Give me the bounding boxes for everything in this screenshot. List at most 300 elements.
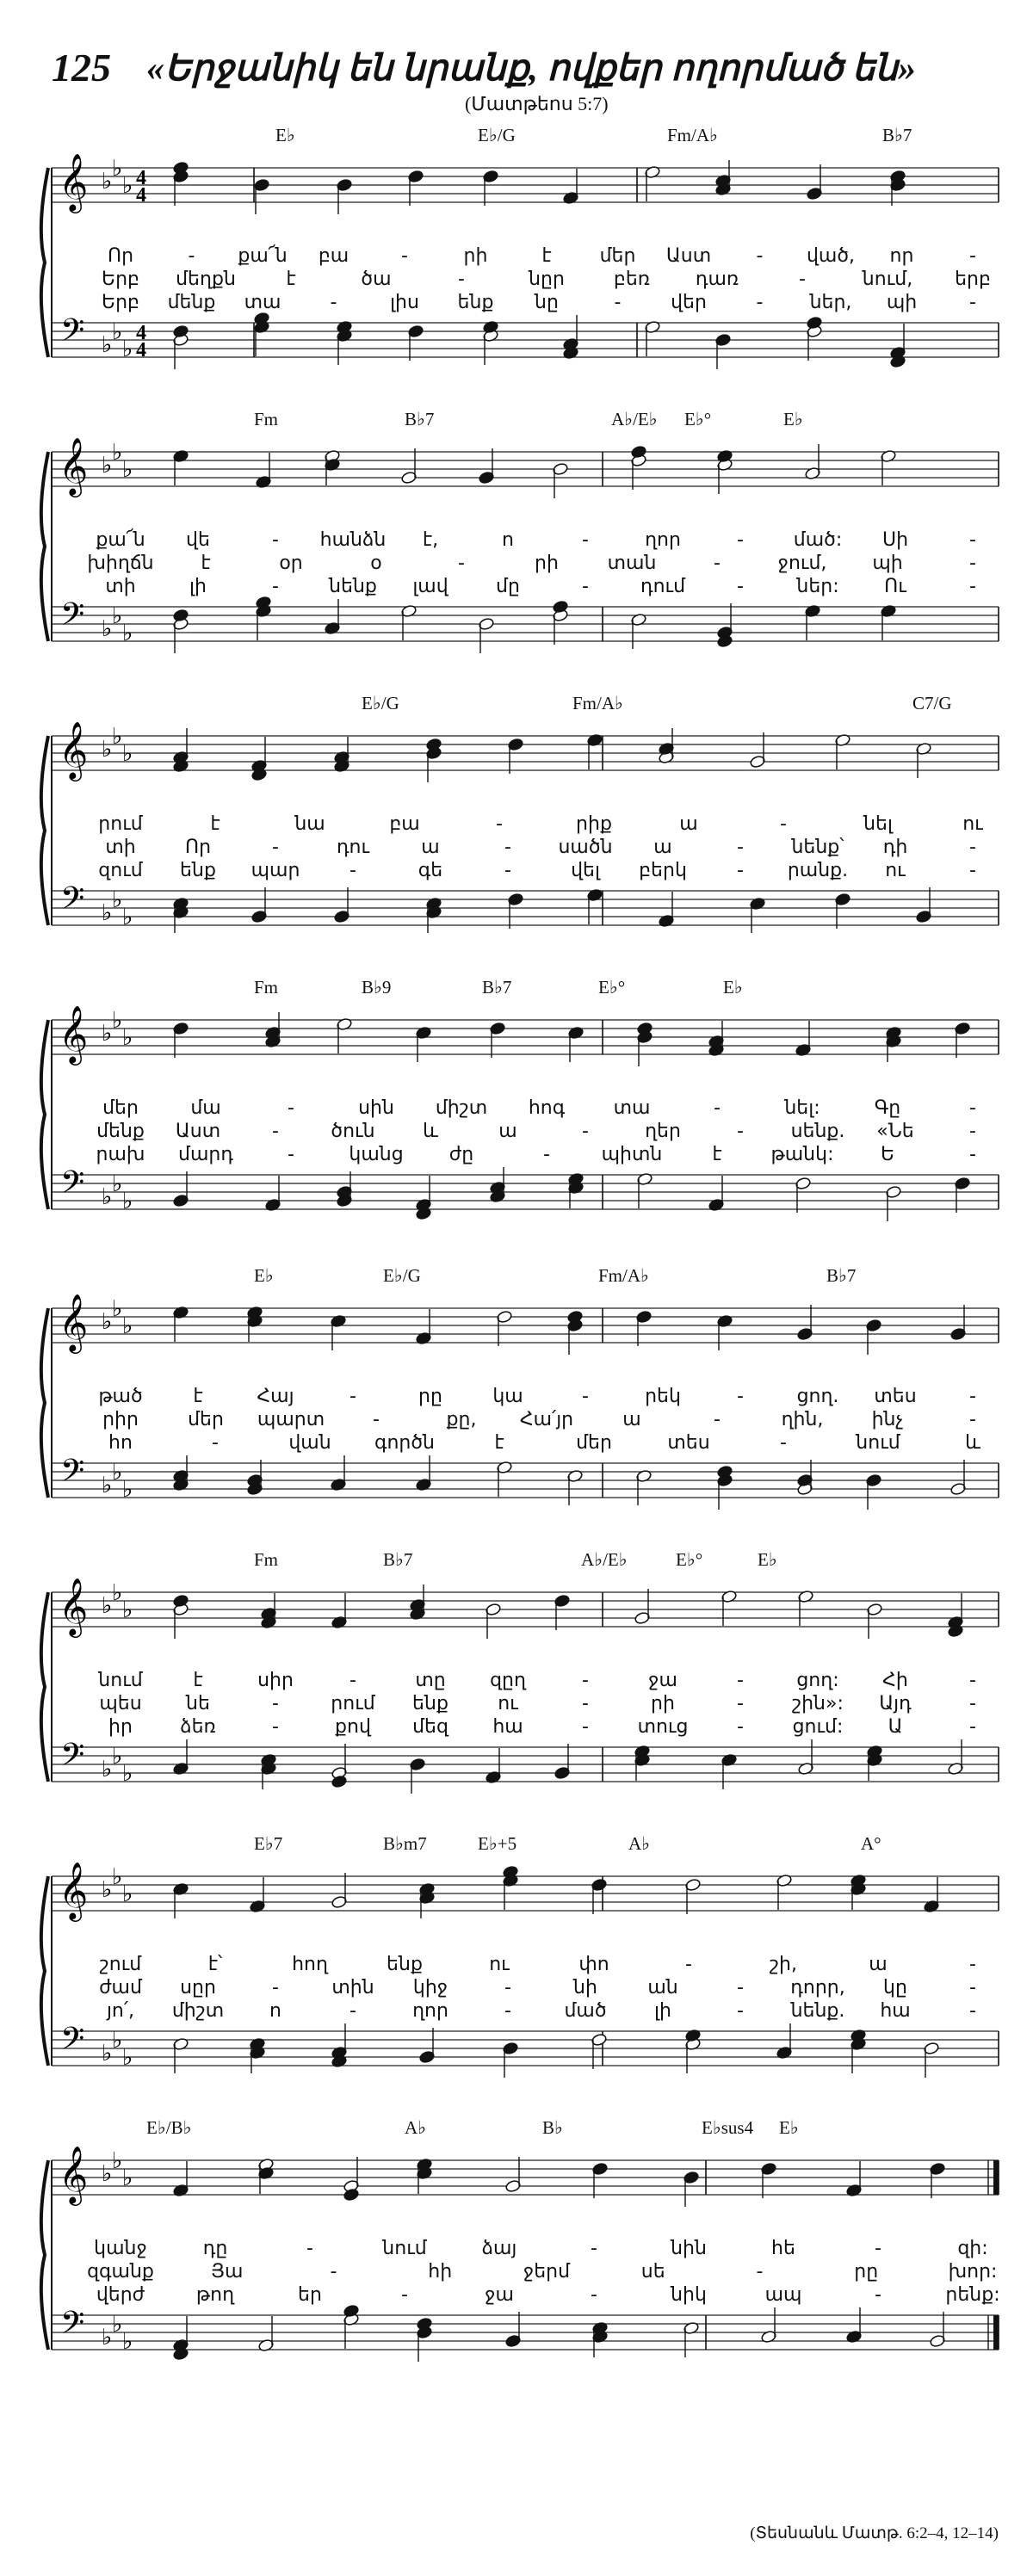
bass-clef-icon: 𝄢: [60, 596, 85, 640]
lyric-syllable: ու: [489, 1954, 510, 1975]
lyric-syllable: թանկ:: [770, 1144, 834, 1165]
key-signature-flat-icon: ♭: [122, 1761, 133, 1787]
lyric-syllable: լի: [654, 2000, 671, 2022]
key-signature-flat-icon: ♭: [112, 887, 123, 913]
syllable-hyphen: -: [737, 1716, 744, 1738]
lyric-syllable: գործն: [374, 1432, 435, 1454]
chord-symbol: E♭: [779, 2117, 799, 2138]
treble-clef-icon: 𝄞: [59, 1577, 89, 1635]
key-signature-flat-icon: ♭: [102, 616, 113, 642]
key-signature-flat-icon: ♭: [112, 2312, 123, 2338]
syllable-hyphen: -: [969, 1386, 976, 1407]
lyric-syllable: կիջ: [412, 1977, 448, 1998]
footer-reference: (Տեսնանև Մատթ. 6:2–4, 12–14): [750, 2524, 999, 2542]
lyric-syllable: սին: [358, 1097, 394, 1119]
syllable-hyphen: -: [272, 529, 279, 551]
syllable-hyphen: -: [875, 2284, 881, 2306]
syllable-hyphen: -: [969, 837, 976, 858]
bass-clef-icon: 𝄢: [60, 1164, 85, 1208]
lyric-line-verse-1: [43, 529, 999, 555]
lyric-syllable: բա: [318, 245, 349, 267]
lyric-syllable: րի: [535, 553, 559, 574]
bass-staff: [52, 1175, 999, 1209]
lyric-syllable: րում: [98, 813, 143, 835]
lyric-syllable: պես: [99, 1693, 142, 1714]
syllable-hyphen: -: [349, 1386, 356, 1407]
key-signature-flat-icon: ♭: [102, 2041, 113, 2066]
syllable-hyphen: -: [349, 1670, 356, 1691]
syllable-hyphen: -: [969, 1977, 976, 1998]
lyric-syllable: մած: [564, 2000, 607, 2022]
syllable-hyphen: -: [756, 245, 764, 267]
lyric-syllable: մենք: [96, 1121, 145, 1142]
key-signature-flat-icon: ♭: [112, 1580, 123, 1606]
treble-clef-icon: 𝄞: [59, 720, 89, 779]
lyric-syllable: և: [965, 1432, 980, 1454]
lyric-syllable: րը: [854, 2261, 879, 2283]
treble-staff: [52, 168, 999, 202]
key-signature-flat-icon: ♭: [102, 332, 113, 358]
syllable-hyphen: -: [401, 2284, 408, 2306]
bass-staff: [52, 607, 999, 641]
lyric-syllable: մած:: [793, 529, 843, 551]
lyric-syllable: պի: [886, 292, 918, 313]
syllable-hyphen: -: [969, 1144, 976, 1165]
lyric-syllable: ա: [421, 837, 440, 858]
key-signature-flat-icon: ♭: [112, 724, 123, 750]
syllable-hyphen: -: [969, 1670, 976, 1691]
lyric-syllable: նե: [186, 1693, 210, 1714]
lyric-syllable: ծուն: [331, 1121, 375, 1142]
music-system-1: [43, 125, 999, 400]
lyric-syllable: դառ: [695, 269, 739, 290]
lyric-syllable: րի: [463, 245, 488, 267]
lyric-syllable: նին: [671, 2238, 707, 2259]
chord-symbol: E♭7: [254, 1833, 283, 1854]
lyric-syllable: լիս: [390, 292, 419, 313]
lyric-syllable: շում: [99, 1954, 142, 1975]
syllable-hyphen: -: [591, 2238, 597, 2259]
syllable-hyphen: -: [582, 576, 589, 597]
lyric-syllable: Այդ: [879, 1693, 912, 1714]
chord-symbol: A♭/E♭: [611, 409, 658, 429]
key-signature-flat-icon: ♭: [122, 457, 133, 483]
treble-staff: [52, 452, 999, 486]
syllable-hyphen: -: [875, 2238, 881, 2259]
lyric-syllable: օ: [370, 553, 382, 574]
syllable-hyphen: -: [780, 1432, 787, 1454]
lyric-syllable: տին: [331, 1977, 374, 1998]
key-signature-flat-icon: ♭: [112, 1296, 123, 1322]
syllable-hyphen: -: [756, 292, 764, 313]
treble-clef-icon: 𝄞: [59, 1293, 89, 1351]
lyric-syllable: քը,: [446, 1409, 477, 1430]
syllable-hyphen: -: [969, 529, 976, 551]
syllable-hyphen: -: [582, 1716, 589, 1738]
lyric-syllable: ա: [869, 1954, 888, 1975]
time-signature-numerator: 4: [136, 322, 146, 344]
syllable-hyphen: -: [737, 837, 744, 858]
chord-symbol: A♭/E♭: [581, 1549, 628, 1570]
bass-staff: [52, 1747, 999, 1782]
final-barline: [993, 2315, 999, 2350]
syllable-hyphen: -: [504, 860, 511, 881]
lyric-syllable: Հա՛յր: [519, 1409, 574, 1430]
lyric-syllable: նա: [294, 813, 325, 835]
lyric-syllable: ենք: [412, 1693, 448, 1714]
key-signature-flat-icon: ♭: [122, 1477, 133, 1503]
syllable-hyphen: -: [969, 553, 976, 574]
lyric-syllable: նել: [863, 813, 893, 835]
music-system-4: [43, 977, 999, 1252]
lyric-syllable: զի:: [957, 2238, 988, 2259]
lyric-syllable: վե: [186, 529, 210, 551]
lyric-syllable: է: [541, 245, 552, 267]
key-signature-flat-icon: ♭: [112, 1008, 123, 1034]
bass-clef-icon: 𝄢: [60, 1453, 85, 1497]
lyric-syllable: է: [193, 1670, 203, 1691]
chord-symbol: B♭7: [826, 1265, 857, 1286]
chord-symbol: E♭sus4: [702, 2117, 754, 2138]
syllable-hyphen: -: [969, 1409, 976, 1430]
syllable-hyphen: -: [582, 1386, 589, 1407]
bass-staff: [52, 1463, 999, 1498]
key-signature-flat-icon: ♭: [122, 1025, 133, 1051]
syllable-hyphen: -: [969, 1693, 976, 1714]
lyric-syllable: տես: [874, 1386, 917, 1407]
lyric-syllable: նենք՝: [791, 837, 844, 858]
lyric-syllable: դում: [640, 576, 686, 597]
lyric-syllable: հի: [428, 2261, 453, 2283]
lyric-syllable: յո՛,: [106, 2000, 135, 2022]
syllable-hyphen: -: [582, 1121, 589, 1142]
chord-symbol: Fm: [254, 977, 279, 998]
lyric-syllable: Աստ: [665, 245, 712, 267]
lyric-line-verse-1: [43, 1097, 999, 1123]
syllable-hyphen: -: [969, 1097, 976, 1119]
lyric-syllable: կը: [883, 1977, 907, 1998]
lyric-syllable: Յա: [211, 2261, 244, 2283]
lyric-syllable: կանց: [349, 1144, 404, 1165]
key-signature-flat-icon: ♭: [102, 737, 113, 763]
lyric-syllable: ու: [885, 860, 906, 881]
key-signature-flat-icon: ♭: [102, 1021, 113, 1047]
lyric-syllable: ո: [269, 2000, 281, 2022]
treble-staff: [52, 1592, 999, 1627]
syllable-hyphen: -: [272, 837, 279, 858]
bass-staff: [52, 323, 999, 357]
syllable-hyphen: -: [737, 529, 744, 551]
chord-symbol: B♭7: [383, 1549, 413, 1570]
lyric-syllable: նենք: [329, 576, 377, 597]
lyric-syllable: Աստ: [175, 1121, 221, 1142]
lyric-syllable: է: [712, 1144, 722, 1165]
syllable-hyphen: -: [272, 1693, 279, 1714]
key-signature-flat-icon: ♭: [112, 440, 123, 466]
syllable-hyphen: -: [504, 2000, 511, 2022]
syllable-hyphen: -: [714, 1409, 721, 1430]
lyric-syllable: ինչ: [871, 1409, 904, 1430]
lyric-line-verse-3: [43, 1716, 999, 1742]
lyric-syllable: րիր: [102, 1409, 139, 1430]
syllable-hyphen: -: [969, 2000, 976, 2022]
key-signature-flat-icon: ♭: [102, 1184, 113, 1210]
chord-symbol: B♭7: [482, 977, 512, 998]
lyric-syllable: րի: [651, 1693, 675, 1714]
chord-symbol: B♭m7: [383, 1833, 427, 1854]
lyric-syllable: զըղ: [490, 1670, 526, 1691]
lyric-line-verse-3: [43, 2284, 999, 2310]
key-signature-flat-icon: ♭: [122, 2045, 133, 2071]
syllable-hyphen: -: [614, 292, 622, 313]
lyric-syllable: Ա: [888, 1716, 903, 1738]
key-signature-flat-icon: ♭: [102, 900, 113, 926]
key-signature-flat-icon: ♭: [112, 1460, 123, 1486]
final-barline: [993, 2160, 999, 2195]
lyric-syllable: ու: [498, 1693, 518, 1714]
lyric-line-verse-3: [43, 2000, 999, 2026]
music-system-5: [43, 1265, 999, 1541]
lyric-syllable: րը: [418, 1386, 442, 1407]
lyric-syllable: Ե: [880, 1144, 895, 1165]
syllable-hyphen: -: [401, 245, 408, 267]
lyric-line-verse-2: [43, 553, 999, 578]
key-signature-flat-icon: ♭: [122, 1313, 133, 1339]
lyric-line-verse-2: [43, 837, 999, 862]
chord-symbol: Fm: [254, 1549, 279, 1570]
lyric-syllable: վել: [571, 860, 600, 881]
key-signature-flat-icon: ♭: [102, 2325, 113, 2351]
key-signature-flat-icon: ♭: [102, 169, 113, 195]
lyric-syllable: դը: [202, 2238, 228, 2259]
lyric-syllable: Երբ: [102, 292, 139, 313]
lyric-line-verse-3: [43, 292, 999, 318]
hymn-title: «Երջանիկ են նրանք, ովքեր ողորմած են»: [146, 49, 916, 89]
syllable-hyphen: -: [349, 860, 356, 881]
lyric-syllable: սիր: [257, 1670, 294, 1691]
syllable-hyphen: -: [330, 2261, 337, 2283]
chord-symbol: B♭: [542, 2117, 563, 2138]
lyric-syllable: սածն: [558, 837, 613, 858]
syllable-hyphen: -: [737, 576, 744, 597]
music-system-6: [43, 1549, 999, 1825]
lyric-syllable: լավ: [412, 576, 448, 597]
syllable-hyphen: -: [737, 1386, 744, 1407]
treble-staff: [52, 1020, 999, 1054]
lyric-syllable: թող: [195, 2284, 235, 2306]
syllable-hyphen: -: [458, 269, 465, 290]
lyric-syllable: քա՜ն: [238, 245, 288, 267]
key-signature-flat-icon: ♭: [122, 173, 133, 199]
lyric-syllable: ժամ: [99, 1977, 142, 1998]
lyric-syllable: ենք: [387, 1954, 423, 1975]
lyric-syllable: է: [201, 553, 211, 574]
lyric-syllable: ջում,: [777, 553, 827, 574]
lyric-line-verse-3: [43, 1144, 999, 1170]
bass-clef-icon: 𝄢: [60, 880, 85, 924]
lyric-syllable: րենք:: [945, 2284, 1000, 2306]
time-signature-denominator: 4: [136, 184, 146, 207]
lyric-syllable: երբ: [955, 269, 991, 290]
lyric-syllable: ղին,: [781, 1409, 824, 1430]
chord-symbol: E♭: [254, 1265, 274, 1286]
lyric-syllable: ձայ: [481, 2238, 517, 2259]
chord-symbol: E♭°: [684, 409, 712, 429]
lyric-syllable: Հայ: [257, 1386, 294, 1407]
lyric-syllable: քով: [335, 1716, 371, 1738]
syllable-hyphen: -: [349, 2000, 356, 2022]
lyric-syllable: և: [423, 1121, 438, 1142]
treble-staff: [52, 1308, 999, 1343]
lyric-syllable: ներ:: [796, 576, 839, 597]
chord-symbol: A°: [861, 1833, 881, 1854]
lyric-syllable: ա: [653, 837, 672, 858]
key-signature-flat-icon: ♭: [102, 1757, 113, 1782]
chord-symbol: E♭°: [598, 977, 626, 998]
lyric-syllable: օր: [279, 553, 303, 574]
key-signature-flat-icon: ♭: [112, 1744, 123, 1770]
lyric-syllable: ծա: [361, 269, 392, 290]
syllable-hyphen: -: [582, 1693, 589, 1714]
lyric-syllable: միշտ: [171, 2000, 225, 2022]
lyric-syllable: է: [210, 813, 220, 835]
time-signature-denominator: 4: [136, 339, 146, 361]
lyric-syllable: սենք.: [790, 1121, 845, 1142]
key-signature-flat-icon: ♭: [102, 453, 113, 479]
syllable-hyphen: -: [330, 292, 337, 313]
treble-staff: [52, 736, 999, 770]
lyric-syllable: սե: [640, 2261, 665, 2283]
lyric-syllable: զում: [98, 860, 143, 881]
lyric-syllable: ջա: [485, 2284, 514, 2306]
syllable-hyphen: -: [737, 1977, 744, 1998]
key-signature-flat-icon: ♭: [102, 1877, 113, 1903]
lyric-syllable: րում: [331, 1693, 375, 1714]
lyric-syllable: շին»:: [792, 1693, 844, 1714]
lyric-syllable: ցում:: [792, 1716, 844, 1738]
lyric-line-verse-2: [43, 269, 999, 294]
lyric-line-verse-2: [43, 1409, 999, 1435]
syllable-hyphen: -: [458, 553, 465, 574]
lyric-syllable: տուց: [637, 1716, 689, 1738]
treble-clef-icon: 𝄞: [59, 1004, 89, 1063]
key-signature-flat-icon: ♭: [112, 1864, 123, 1890]
bass-clef-icon: 𝄢: [60, 1737, 85, 1781]
bass-clef-icon: 𝄢: [60, 2021, 85, 2065]
lyric-syllable: նել:: [784, 1097, 820, 1119]
treble-clef-icon: 𝄞: [59, 436, 89, 495]
lyric-syllable: ա: [622, 1409, 641, 1430]
lyric-syllable: ված,: [806, 245, 856, 267]
lyric-syllable: ենք: [180, 860, 216, 881]
lyric-line-verse-1: [43, 2238, 999, 2264]
lyric-syllable: ցող.: [796, 1386, 839, 1407]
lyric-syllable: պի: [872, 553, 903, 574]
lyric-syllable: ա: [498, 1121, 517, 1142]
syllable-hyphen: -: [969, 1954, 976, 1975]
lyric-syllable: նում: [382, 2238, 427, 2259]
lyric-syllable: հոգ: [528, 1097, 566, 1119]
bass-staff: [52, 891, 999, 925]
lyric-syllable: լի: [189, 576, 207, 597]
lyric-syllable: րախ: [96, 1144, 145, 1165]
lyric-syllable: «Նե: [876, 1121, 914, 1142]
lyric-line-verse-3: [43, 1432, 999, 1458]
lyric-syllable: բեռ: [613, 269, 651, 290]
lyric-syllable: եր: [298, 2284, 322, 2306]
key-signature-flat-icon: ♭: [122, 741, 133, 767]
syllable-hyphen: -: [969, 1716, 976, 1738]
chord-symbol: E♭: [275, 125, 295, 145]
lyric-syllable: մեր: [576, 1432, 612, 1454]
chord-symbol: Fm/A♭: [667, 125, 718, 145]
bass-clef-icon: 𝄢: [60, 312, 85, 356]
lyric-syllable: նըր: [529, 269, 565, 290]
lyric-syllable: Ու: [884, 576, 906, 597]
lyric-syllable: մեր: [188, 1409, 224, 1430]
key-signature-flat-icon: ♭: [112, 2148, 123, 2174]
lyric-syllable: ան: [647, 1977, 678, 1998]
music-system-2: [43, 409, 999, 684]
syllable-hyphen: -: [714, 1097, 721, 1119]
music-system-8: [43, 2117, 999, 2393]
syllable-hyphen: -: [288, 1144, 294, 1165]
treble-clef-icon: 𝄞: [59, 2145, 89, 2203]
lyric-line-verse-2: [43, 2261, 999, 2287]
lyric-syllable: խիղճն: [87, 553, 154, 574]
lyric-syllable: Հի: [882, 1670, 908, 1691]
syllable-hyphen: -: [582, 529, 589, 551]
lyric-syllable: իր: [108, 1716, 133, 1738]
chord-symbol: E♭/B♭: [146, 2117, 192, 2138]
treble-clef-icon: 𝄞: [59, 152, 89, 211]
syllable-hyphen: -: [272, 576, 279, 597]
syllable-hyphen: -: [969, 1121, 976, 1142]
lyric-line-verse-2: [43, 1693, 999, 1719]
key-signature-flat-icon: ♭: [122, 1881, 133, 1907]
key-signature-flat-icon: ♭: [102, 1593, 113, 1619]
lyric-syllable: է: [286, 269, 296, 290]
lyric-syllable: շի,: [770, 1954, 797, 1975]
syllable-hyphen: -: [373, 1409, 380, 1430]
lyric-syllable: Գը: [874, 1097, 901, 1119]
lyric-syllable: րեկ: [645, 1386, 681, 1407]
lyric-syllable: րանք.: [787, 860, 849, 881]
key-signature-flat-icon: ♭: [102, 2161, 113, 2187]
syllable-hyphen: -: [685, 1954, 692, 1975]
syllable-hyphen: -: [543, 1144, 550, 1165]
lyric-syllable: բերկ: [639, 860, 687, 881]
syllable-hyphen: -: [504, 1977, 511, 1998]
syllable-hyphen: -: [737, 1670, 744, 1691]
lyric-syllable: տես: [667, 1432, 710, 1454]
hymn-number: 125: [52, 46, 111, 90]
lyric-syllable: ապ: [764, 2284, 802, 2306]
hymn-header: [52, 45, 999, 122]
lyric-syllable: հա: [880, 2000, 911, 2022]
lyric-syllable: տի: [105, 837, 136, 858]
chord-symbol: E♭/G: [383, 1265, 421, 1286]
lyric-syllable: վերժ: [96, 2284, 145, 2306]
lyric-syllable: կա: [492, 1386, 523, 1407]
lyric-syllable: նը: [535, 292, 559, 313]
key-signature-flat-icon: ♭: [122, 1189, 133, 1214]
lyric-syllable: հող: [292, 1954, 328, 1975]
syllable-hyphen: -: [737, 1693, 744, 1714]
key-signature-flat-icon: ♭: [102, 1309, 113, 1335]
lyric-syllable: նում: [856, 1432, 900, 1454]
chord-symbol: Fm/A♭: [598, 1265, 649, 1286]
